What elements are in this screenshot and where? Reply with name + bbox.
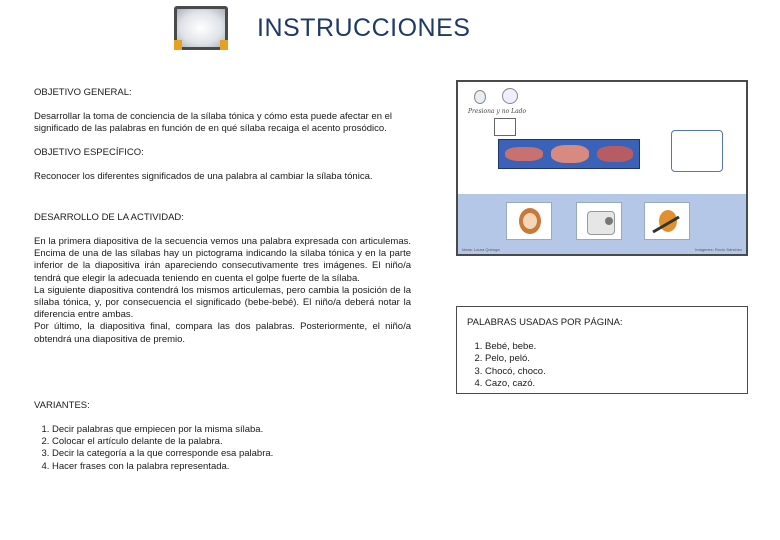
objetivo-general-heading: OBJETIVO GENERAL: [34,87,132,98]
mouth-articulemes-strip [498,139,640,169]
desarrollo-paragraph: La siguiente diapositiva contendrá los mismos articulemas, pero cambia la posición de la sílaba tónica, y, por consecuencia el significado (bebe-bebé). El niño/a deberá notar la diferencia entre ambas. [34,284,411,321]
list-item: 4. Cazo, cazó. [485,378,737,390]
slide-credit-right: Imágenes: Rocío Sánchez [695,247,742,252]
list-item: 2. Colocar el artículo delante de la palabra. [52,436,273,448]
desarrollo-body [34,236,411,346]
variantes-heading: VARIANTES: [34,400,90,411]
slide-thumbnail [456,80,748,256]
mouth-icon [551,145,589,163]
slide-credit-left: Ideas: Laura Quiroga [462,247,500,252]
stress-pictogram-icon [494,118,516,136]
desarrollo-paragraph: Por último, la diapositiva final, compara las dos palabras. Posteriormente, el niño/a obtendrá una diapositiva de premio. [34,321,411,345]
objetivo-especifico-text: Reconocer los diferentes significados de una palabra al cambiar la sílaba tónica. [34,171,373,182]
list-item: 3. Chocó, choco. [485,366,737,378]
girl-hair-image [506,202,552,240]
toilet-paper-image [576,202,622,240]
list-item: 3. Decir la categoría a la que corresponde esa palabra. [52,448,273,460]
variantes-list [34,424,273,473]
palabras-box [456,306,748,394]
page-title: INSTRUCCIONES [257,14,471,42]
list-item: 1. Decir palabras que empiecen por la misma sílaba. [52,424,273,436]
mouth-icon [505,147,543,161]
hand-pointer-icon [502,88,518,104]
list-item: 2. Pelo, peló. [485,353,737,365]
palabras-heading: PALABRAS USADAS POR PÁGINA: [467,317,623,328]
desarrollo-heading: DESARROLLO DE LA ACTIVIDAD: [34,212,184,223]
hair-combing-image [644,202,690,240]
desarrollo-paragraph: En la primera diapositiva de la secuencia vemos una palabra expresada con articulemas. Encima de una de las sílabas hay un pictograma indicando la sílaba tónica y en la parte inferior de la diapositiva irán apareciendo consecutivamente tres imágenes. El niño/a tendrá que elegir la adecuada teniendo en cuenta el golpe fuerte de la sílaba. [34,236,411,284]
mouth-icon [597,146,633,162]
answer-box [671,130,723,172]
list-item: 1. Bebé, bebe. [485,341,737,353]
objetivo-general-text: Desarrollar la toma de conciencia de la sílaba tónica y cómo esta puede afectar en el significado de las palabras en función de en qué sílaba recaiga el acento prosódico. [34,111,393,135]
presentation-screen-icon [174,6,228,50]
slide-handwritten-text: Presiona y no Lado [468,108,527,115]
objetivo-especifico-heading: OBJETIVO ESPECÍFICO: [34,147,144,158]
lightbulb-icon [474,90,486,104]
list-item: 4. Hacer frases con la palabra representada. [52,461,273,473]
